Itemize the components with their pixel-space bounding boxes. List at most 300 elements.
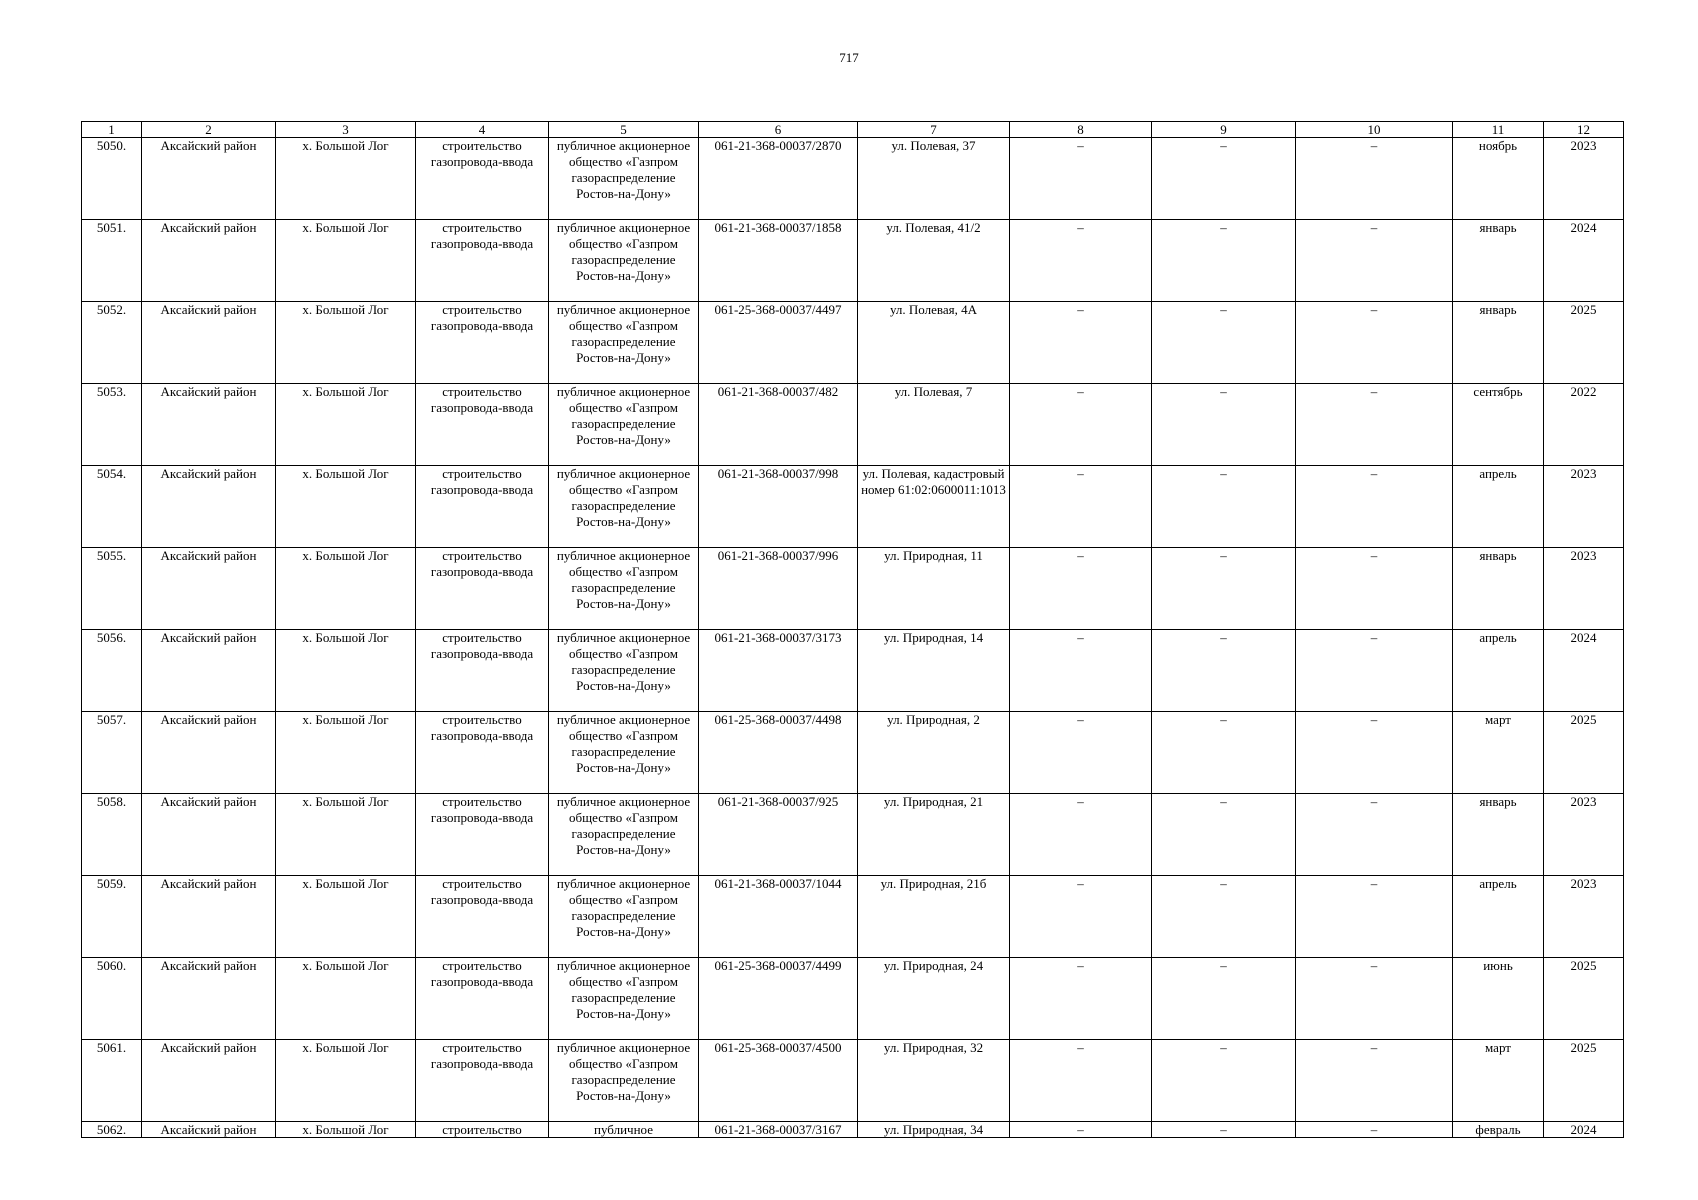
column-9-cell-text: – (1220, 876, 1227, 891)
row-number-cell-text: 5052. (96, 302, 127, 317)
organization-cell-text: публичное акционерное общество «Газпром газораспределение Ростов-на-Дону» (556, 712, 691, 775)
month-cell-text: июнь (1483, 958, 1513, 973)
row-number-cell-text: 5054. (96, 466, 127, 481)
row-number-cell-text: 5060. (96, 958, 127, 973)
row-number-cell-text: 5055. (96, 548, 127, 563)
work-type-cell (416, 876, 549, 958)
month-cell-text: январь (1479, 220, 1517, 235)
table-row (82, 384, 1624, 466)
row-number-cell (82, 794, 142, 876)
locality-cell-text: х. Большой Лог (302, 958, 389, 973)
column-10-cell (1296, 712, 1453, 794)
registry-code-cell (699, 220, 858, 302)
registry-code-cell (699, 958, 858, 1040)
organization-cell-text: публичное акционерное общество «Газпром газораспределение Ростов-на-Дону» (556, 302, 691, 365)
address-cell-text: ул. Природная, 24 (883, 958, 984, 973)
registry-code-cell (699, 384, 858, 466)
year-cell (1544, 384, 1624, 466)
month-cell (1453, 220, 1544, 302)
address-cell (858, 466, 1010, 548)
year-cell-text: 2024 (1570, 630, 1597, 645)
column-9-cell-text: – (1220, 466, 1227, 481)
row-number-cell (82, 876, 142, 958)
year-cell (1544, 220, 1624, 302)
column-8-cell-text: – (1077, 1122, 1084, 1137)
column-header: 12 (1544, 122, 1624, 138)
month-cell (1453, 1122, 1544, 1138)
row-number-cell-text: 5059. (96, 876, 127, 891)
locality-cell-text: х. Большой Лог (302, 220, 389, 235)
column-9-cell (1152, 794, 1296, 876)
month-cell (1453, 712, 1544, 794)
table-row (82, 630, 1624, 712)
registry-code-cell-text: 061-25-368-00037/4498 (714, 712, 842, 727)
month-cell-text: февраль (1475, 1122, 1521, 1137)
registry-code-cell-text: 061-21-368-00037/925 (717, 794, 839, 809)
column-9-cell-text: – (1220, 630, 1227, 645)
table-row (82, 794, 1624, 876)
column-10-cell (1296, 1122, 1453, 1138)
column-10-cell (1296, 548, 1453, 630)
organization-cell (549, 220, 699, 302)
column-10-cell-text: – (1370, 466, 1378, 481)
locality-cell (276, 466, 416, 548)
organization-cell-text: публичное акционерное общество «Газпром газораспределение Ростов-на-Дону» (556, 138, 691, 201)
district-cell-text: Аксайский район (160, 138, 257, 153)
year-cell (1544, 794, 1624, 876)
column-9-cell-text: – (1220, 220, 1227, 235)
address-cell (858, 548, 1010, 630)
locality-cell (276, 1122, 416, 1138)
year-cell (1544, 1040, 1624, 1122)
column-10-cell-text: – (1370, 1040, 1378, 1055)
row-number-cell (82, 220, 142, 302)
row-number-cell-text: 5062. (96, 1122, 127, 1137)
column-10-cell (1296, 302, 1453, 384)
column-9-cell (1152, 384, 1296, 466)
locality-cell-text: х. Большой Лог (302, 466, 389, 481)
row-number-cell-text: 5053. (96, 384, 127, 399)
year-cell (1544, 630, 1624, 712)
table-row (82, 548, 1624, 630)
year-cell-text: 2024 (1570, 1122, 1597, 1137)
column-9-cell (1152, 712, 1296, 794)
month-cell-text: январь (1479, 548, 1517, 563)
row-number-cell-text: 5050. (96, 138, 127, 153)
table-row (82, 138, 1624, 220)
district-cell-text: Аксайский район (160, 1040, 257, 1055)
column-10-cell (1296, 466, 1453, 548)
table-row (82, 466, 1624, 548)
row-number-cell-text: 5057. (96, 712, 127, 727)
year-cell (1544, 958, 1624, 1040)
column-header: 1 (82, 122, 142, 138)
district-cell (142, 548, 276, 630)
organization-cell-text: публичное акционерное общество «Газпром газораспределение Ростов-на-Дону» (556, 384, 691, 447)
locality-cell (276, 1040, 416, 1122)
column-9-cell (1152, 138, 1296, 220)
year-cell-text: 2025 (1570, 712, 1597, 727)
locality-cell-text: х. Большой Лог (302, 794, 389, 809)
year-cell-text: 2023 (1570, 138, 1597, 153)
year-cell (1544, 876, 1624, 958)
column-8-cell-text: – (1077, 384, 1084, 399)
column-8-cell-text: – (1077, 466, 1084, 481)
work-type-cell (416, 1040, 549, 1122)
column-header: 7 (858, 122, 1010, 138)
address-cell (858, 138, 1010, 220)
address-cell-text: ул. Природная, 21 (883, 794, 984, 809)
month-cell-text: март (1485, 1040, 1511, 1055)
address-cell (858, 794, 1010, 876)
address-cell-text: ул. Полевая, 41/2 (886, 220, 981, 235)
row-number-cell (82, 630, 142, 712)
month-cell (1453, 466, 1544, 548)
address-cell (858, 876, 1010, 958)
work-type-cell-text: строительство газопровода-ввода (430, 302, 534, 333)
district-cell (142, 1122, 276, 1138)
row-number-cell-text: 5051. (96, 220, 127, 235)
address-cell-text: ул. Природная, 32 (883, 1040, 984, 1055)
registry-code-cell-text: 061-21-368-00037/482 (717, 384, 839, 399)
work-type-cell-text: строительство газопровода-ввода (430, 630, 534, 661)
locality-cell (276, 630, 416, 712)
month-cell (1453, 876, 1544, 958)
column-9-cell (1152, 548, 1296, 630)
district-cell (142, 138, 276, 220)
month-cell (1453, 302, 1544, 384)
row-number-cell (82, 138, 142, 220)
table-row (82, 958, 1624, 1040)
registry-code-cell-text: 061-25-368-00037/4499 (714, 958, 842, 973)
district-cell (142, 384, 276, 466)
registry-code-cell (699, 302, 858, 384)
month-cell-text: январь (1479, 794, 1517, 809)
locality-cell-text: х. Большой Лог (302, 1040, 389, 1055)
column-9-cell-text: – (1220, 794, 1227, 809)
organization-cell (549, 384, 699, 466)
row-number-cell (82, 958, 142, 1040)
address-cell (858, 220, 1010, 302)
address-cell-text: ул. Природная, 2 (887, 712, 980, 727)
table-row (82, 712, 1624, 794)
organization-cell-text: публичное (594, 1122, 653, 1137)
organization-cell (549, 794, 699, 876)
column-8-cell-text: – (1077, 1040, 1084, 1055)
column-header: 5 (549, 122, 699, 138)
column-8-cell (1010, 630, 1152, 712)
month-cell-text: апрель (1479, 630, 1517, 645)
column-8-cell-text: – (1077, 302, 1084, 317)
organization-cell-text: публичное акционерное общество «Газпром газораспределение Ростов-на-Дону» (556, 794, 691, 857)
year-cell (1544, 712, 1624, 794)
column-9-cell-text: – (1220, 712, 1227, 727)
district-cell-text: Аксайский район (160, 220, 257, 235)
column-10-cell (1296, 794, 1453, 876)
column-10-cell-text: – (1370, 384, 1378, 399)
work-type-cell (416, 712, 549, 794)
column-10-cell-text: – (1370, 548, 1378, 563)
locality-cell (276, 384, 416, 466)
year-cell (1544, 466, 1624, 548)
district-cell-text: Аксайский район (160, 1122, 257, 1137)
work-type-cell-text: строительство газопровода-ввода (430, 466, 534, 497)
month-cell (1453, 958, 1544, 1040)
year-cell-text: 2024 (1570, 220, 1597, 235)
registry-code-cell-text: 061-21-368-00037/998 (717, 466, 839, 481)
district-cell-text: Аксайский район (160, 302, 257, 317)
row-number-cell (82, 1122, 142, 1138)
column-8-cell (1010, 958, 1152, 1040)
locality-cell (276, 548, 416, 630)
row-number-cell (82, 302, 142, 384)
registry-code-cell (699, 548, 858, 630)
column-10-cell-text: – (1370, 302, 1378, 317)
year-cell-text: 2023 (1570, 876, 1597, 891)
address-cell (858, 302, 1010, 384)
column-8-cell (1010, 302, 1152, 384)
registry-code-cell (699, 712, 858, 794)
row-number-cell (82, 548, 142, 630)
work-type-cell-text: строительство газопровода-ввода (430, 384, 534, 415)
year-cell-text: 2023 (1570, 466, 1597, 481)
organization-cell (549, 138, 699, 220)
column-header: 4 (416, 122, 549, 138)
column-9-cell-text: – (1220, 1122, 1227, 1137)
locality-cell (276, 712, 416, 794)
year-cell (1544, 138, 1624, 220)
organization-cell-text: публичное акционерное общество «Газпром газораспределение Ростов-на-Дону» (556, 220, 691, 283)
column-8-cell (1010, 548, 1152, 630)
row-number-cell (82, 384, 142, 466)
work-type-cell-text: строительство газопровода-ввода (430, 958, 534, 989)
column-9-cell (1152, 1040, 1296, 1122)
month-cell-text: январь (1479, 302, 1517, 317)
column-9-cell (1152, 876, 1296, 958)
locality-cell-text: х. Большой Лог (302, 712, 389, 727)
registry-code-cell-text: 061-21-368-00037/1044 (714, 876, 842, 891)
month-cell-text: сентябрь (1473, 384, 1523, 399)
column-10-cell-text: – (1370, 958, 1378, 973)
column-10-cell-text: – (1370, 794, 1378, 809)
year-cell-text: 2025 (1570, 958, 1597, 973)
column-9-cell-text: – (1220, 548, 1227, 563)
header-row (82, 122, 1624, 138)
district-cell-text: Аксайский район (160, 466, 257, 481)
district-cell (142, 958, 276, 1040)
organization-cell (549, 1122, 699, 1138)
column-8-cell (1010, 1122, 1152, 1138)
work-type-cell-text: строительство газопровода-ввода (430, 712, 534, 743)
column-8-cell-text: – (1077, 958, 1084, 973)
column-10-cell-text: – (1370, 1122, 1378, 1137)
column-10-cell-text: – (1370, 630, 1378, 645)
month-cell (1453, 384, 1544, 466)
column-header: 2 (142, 122, 276, 138)
year-cell (1544, 1122, 1624, 1138)
column-8-cell (1010, 876, 1152, 958)
column-10-cell (1296, 220, 1453, 302)
locality-cell (276, 302, 416, 384)
district-cell-text: Аксайский район (160, 630, 257, 645)
address-cell-text: ул. Природная, 21б (880, 876, 987, 891)
table-row (82, 302, 1624, 384)
organization-cell (549, 712, 699, 794)
address-cell-text: ул. Полевая, 4А (890, 302, 977, 317)
month-cell-text: ноябрь (1478, 138, 1518, 153)
locality-cell-text: х. Большой Лог (302, 548, 389, 563)
address-cell (858, 1122, 1010, 1138)
locality-cell-text: х. Большой Лог (302, 630, 389, 645)
district-cell-text: Аксайский район (160, 958, 257, 973)
organization-cell (549, 876, 699, 958)
column-8-cell (1010, 794, 1152, 876)
column-8-cell (1010, 138, 1152, 220)
year-cell (1544, 302, 1624, 384)
registry-code-cell-text: 061-21-368-00037/3173 (714, 630, 842, 645)
column-10-cell-text: – (1370, 138, 1378, 153)
locality-cell-text: х. Большой Лог (302, 1122, 389, 1137)
year-cell-text: 2025 (1570, 1040, 1597, 1055)
organization-cell (549, 466, 699, 548)
address-cell-text: ул. Природная, 14 (883, 630, 984, 645)
address-cell-text: ул. Полевая, 37 (891, 138, 976, 153)
address-cell-text: ул. Природная, 11 (884, 548, 983, 563)
locality-cell (276, 958, 416, 1040)
month-cell (1453, 138, 1544, 220)
work-type-cell (416, 138, 549, 220)
year-cell-text: 2023 (1570, 794, 1597, 809)
column-9-cell-text: – (1220, 1040, 1227, 1055)
district-cell-text: Аксайский район (160, 794, 257, 809)
address-cell (858, 958, 1010, 1040)
organization-cell-text: публичное акционерное общество «Газпром газораспределение Ростов-на-Дону» (556, 630, 691, 693)
column-10-cell-text: – (1370, 712, 1378, 727)
column-header: 3 (276, 122, 416, 138)
row-number-cell-text: 5058. (96, 794, 127, 809)
work-type-cell (416, 384, 549, 466)
page-number: 717 (839, 50, 859, 65)
column-9-cell-text: – (1220, 384, 1227, 399)
column-9-cell (1152, 302, 1296, 384)
organization-cell (549, 958, 699, 1040)
district-cell (142, 466, 276, 548)
column-8-cell-text: – (1077, 630, 1084, 645)
column-9-cell (1152, 630, 1296, 712)
column-8-cell (1010, 1040, 1152, 1122)
column-header: 6 (699, 122, 858, 138)
work-type-cell-text: строительство газопровода-ввода (430, 876, 534, 907)
locality-cell-text: х. Большой Лог (302, 138, 389, 153)
address-cell-text: ул. Полевая, кадастровый номер 61:02:0600011:1013 (861, 466, 1006, 497)
locality-cell-text: х. Большой Лог (302, 302, 389, 317)
locality-cell (276, 138, 416, 220)
column-8-cell-text: – (1077, 876, 1084, 891)
table-row (82, 1122, 1624, 1138)
column-8-cell (1010, 220, 1152, 302)
work-type-cell-text: строительство газопровода-ввода (430, 794, 534, 825)
locality-cell (276, 220, 416, 302)
year-cell-text: 2025 (1570, 302, 1597, 317)
address-cell (858, 712, 1010, 794)
year-cell (1544, 548, 1624, 630)
address-cell-text: ул. Природная, 34 (883, 1122, 984, 1137)
registry-code-cell (699, 1040, 858, 1122)
row-number-cell-text: 5061. (96, 1040, 127, 1055)
registry-code-cell (699, 630, 858, 712)
table-row (82, 876, 1624, 958)
address-cell (858, 630, 1010, 712)
month-cell (1453, 794, 1544, 876)
address-cell (858, 384, 1010, 466)
district-cell (142, 220, 276, 302)
registry-table (81, 121, 1624, 1138)
work-type-cell-text: строительство газопровода-ввода (430, 548, 534, 579)
district-cell-text: Аксайский район (160, 548, 257, 563)
work-type-cell-text: строительство газопровода-ввода (430, 138, 534, 169)
organization-cell (549, 548, 699, 630)
column-8-cell-text: – (1077, 548, 1084, 563)
column-8-cell (1010, 384, 1152, 466)
registry-code-cell-text: 061-21-368-00037/2870 (714, 138, 842, 153)
organization-cell-text: публичное акционерное общество «Газпром газораспределение Ростов-на-Дону» (556, 876, 691, 939)
work-type-cell (416, 302, 549, 384)
column-8-cell (1010, 712, 1152, 794)
registry-code-cell (699, 1122, 858, 1138)
month-cell (1453, 548, 1544, 630)
month-cell-text: апрель (1479, 876, 1517, 891)
organization-cell-text: публичное акционерное общество «Газпром газораспределение Ростов-на-Дону» (556, 466, 691, 529)
locality-cell (276, 794, 416, 876)
locality-cell-text: х. Большой Лог (302, 384, 389, 399)
work-type-cell (416, 466, 549, 548)
column-10-cell (1296, 1040, 1453, 1122)
district-cell (142, 876, 276, 958)
registry-code-cell-text: 061-21-368-00037/996 (717, 548, 839, 563)
column-header: 11 (1453, 122, 1544, 138)
month-cell-text: апрель (1479, 466, 1517, 481)
organization-cell (549, 302, 699, 384)
column-10-cell (1296, 630, 1453, 712)
locality-cell-text: х. Большой Лог (302, 876, 389, 891)
registry-code-cell-text: 061-21-368-00037/3167 (714, 1122, 842, 1137)
organization-cell (549, 1040, 699, 1122)
column-header: 8 (1010, 122, 1152, 138)
work-type-cell-text: строительство (442, 1122, 522, 1137)
column-8-cell (1010, 466, 1152, 548)
row-number-cell (82, 712, 142, 794)
column-9-cell (1152, 958, 1296, 1040)
column-10-cell-text: – (1370, 220, 1378, 235)
registry-code-cell (699, 466, 858, 548)
row-number-cell (82, 466, 142, 548)
address-cell-text: ул. Полевая, 7 (894, 384, 973, 399)
work-type-cell (416, 1122, 549, 1138)
table-row (82, 220, 1624, 302)
column-10-cell (1296, 384, 1453, 466)
district-cell-text: Аксайский район (160, 876, 257, 891)
address-cell (858, 1040, 1010, 1122)
column-8-cell-text: – (1077, 712, 1084, 727)
column-8-cell-text: – (1077, 794, 1084, 809)
registry-code-cell-text: 061-25-368-00037/4500 (714, 1040, 842, 1055)
work-type-cell-text: строительство газопровода-ввода (430, 220, 534, 251)
row-number-cell-text: 5056. (96, 630, 127, 645)
month-cell (1453, 630, 1544, 712)
district-cell-text: Аксайский район (160, 712, 257, 727)
column-8-cell-text: – (1077, 138, 1084, 153)
district-cell-text: Аксайский район (160, 384, 257, 399)
